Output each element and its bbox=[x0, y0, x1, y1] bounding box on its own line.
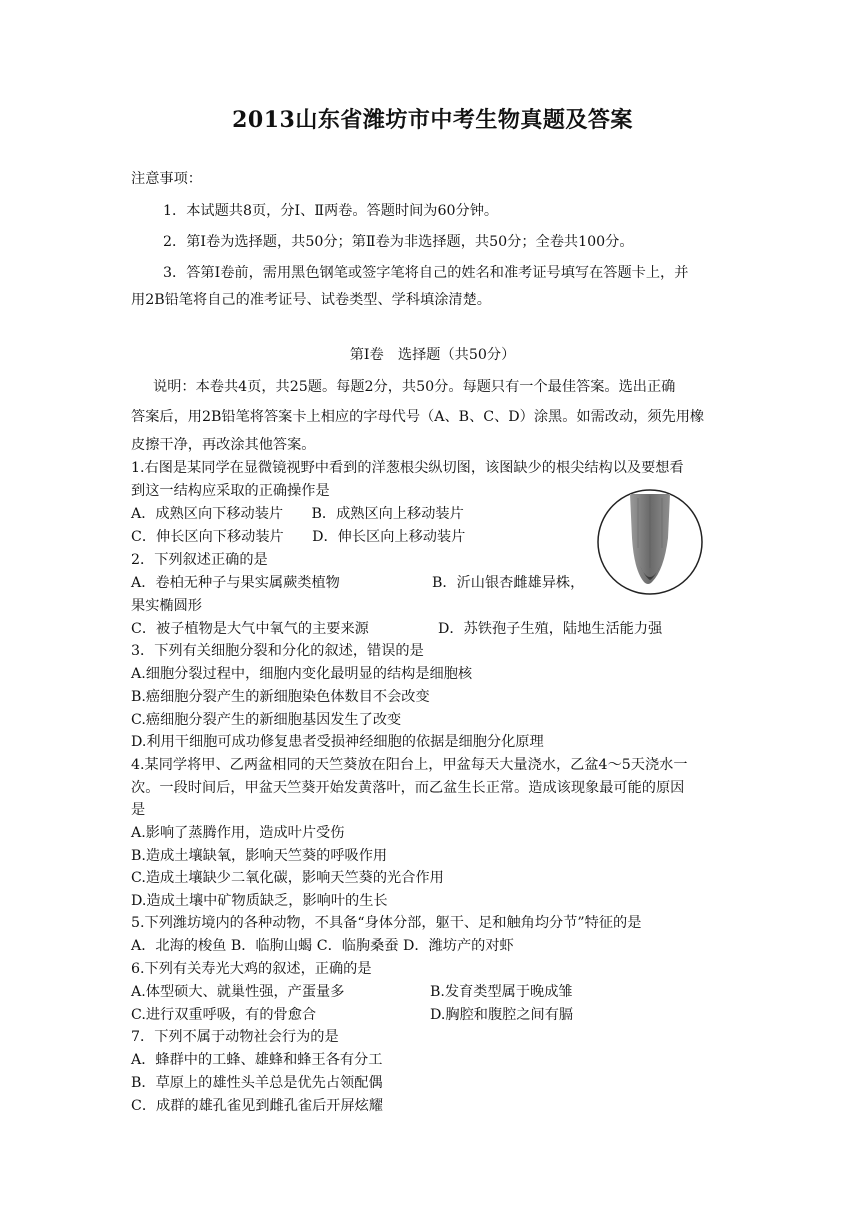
section-heading: 第Ⅰ卷 选择题（共50分） bbox=[349, 347, 516, 363]
notice-item-1: 1．本试题共8页，分Ⅰ、Ⅱ两卷。答题时间为60分钟。 bbox=[163, 203, 499, 219]
q2-option-d: D．苏铁孢子生殖，陆地生活能力强 bbox=[438, 621, 663, 637]
section-desc-line3: 皮擦干净，再改涂其他答案。 bbox=[131, 437, 316, 453]
q7-option-a: A．蜂群中的工蜂、雄蜂和蜂王各有分工 bbox=[131, 1052, 383, 1068]
q6-stem: 6.下列有关寿光大鸡的叙述，正确的是 bbox=[131, 961, 372, 977]
q7-stem: 7．下列不属于动物社会行为的是 bbox=[131, 1029, 339, 1045]
q4-option-b: B.造成土壤缺氧，影响天竺葵的呼吸作用 bbox=[131, 848, 388, 864]
q5-options: A．北海的梭鱼 B．临朐山蝎 C．临朐桑蚕 D．潍坊产的对虾 bbox=[131, 938, 514, 954]
q1-options-cd: C．伸长区向下移动装片 D．伸长区向上移动装片 bbox=[131, 529, 466, 545]
q3-option-a: A.细胞分裂过程中，细胞内变化最明显的结构是细胞核 bbox=[131, 666, 473, 682]
q4-stem-line1: 4.某同学将甲、乙两盆相同的天竺葵放在阳台上，甲盆每天大量浇水，乙盆4～5天浇水一 bbox=[131, 757, 688, 773]
q1-stem-line1: 1.右图是某同学在显微镜视野中看到的洋葱根尖纵切图，该图缺少的根尖结构以及要想看 bbox=[131, 460, 684, 476]
q3-stem: 3．下列有关细胞分裂和分化的叙述，错误的是 bbox=[131, 643, 424, 659]
q2-option-a: A．卷柏无种子与果实属蕨类植物 bbox=[131, 575, 340, 591]
q4-option-d: D.造成土壤中矿物质缺乏，影响叶的生长 bbox=[131, 893, 388, 909]
q1-options-ab: A．成熟区向下移动装片 B．成熟区向上移动装片 bbox=[131, 506, 464, 522]
q6-option-b: B.发育类型属于晚成雏 bbox=[430, 984, 573, 1000]
section-desc-line1: 说明：本卷共4页，共25题。每题2分，共50分。每题只有一个最佳答案。选出正确 bbox=[153, 379, 676, 395]
q2-option-b: B．沂山银杏雌雄异株， bbox=[432, 575, 585, 591]
root-tip-image bbox=[596, 488, 704, 596]
root-tip-micrograph-icon bbox=[596, 488, 704, 596]
q2-option-b-continued: 果实椭圆形 bbox=[131, 598, 202, 614]
q2-stem: 2．下列叙述正确的是 bbox=[131, 552, 268, 568]
document-title: 2013山东省潍坊市中考生物真题及答案 bbox=[232, 107, 633, 133]
q7-option-b: B．草原上的雄性头羊总是优先占领配偶 bbox=[131, 1075, 383, 1091]
q3-option-c: C.癌细胞分裂产生的新细胞基因发生了改变 bbox=[131, 712, 402, 728]
q7-option-c: C．成群的雄孔雀见到雌孔雀后开屏炫耀 bbox=[131, 1098, 384, 1114]
q4-stem-line3: 是 bbox=[131, 802, 146, 818]
section-desc-line2: 答案后，用2B铅笔将答案卡上相应的字母代号（A、B、C、D）涂黑。如需改动，须先用橡 bbox=[131, 409, 705, 425]
q6-option-a: A.体型硕大、就巢性强，产蛋量多 bbox=[131, 984, 345, 1000]
q4-stem-line2: 次。一段时间后，甲盆天竺葵开始发黄落叶，而乙盆生长正常。造成该现象最可能的原因 bbox=[131, 780, 685, 796]
q5-stem: 5.下列潍坊境内的各种动物，不具备“身体分部，躯干、足和触角均分节”特征的是 bbox=[131, 915, 642, 931]
q3-option-d: D.利用干细胞可成功修复患者受损神经细胞的依据是细胞分化原理 bbox=[131, 734, 544, 750]
notice-item-2: 2．第Ⅰ卷为选择题，共50分；第Ⅱ卷为非选择题，共50分；全卷共100分。 bbox=[163, 234, 634, 250]
q4-option-a: A.影响了蒸腾作用，造成叶片受伤 bbox=[131, 825, 345, 841]
q2-option-c: C．被子植物是大气中氧气的主要来源 bbox=[131, 621, 369, 637]
q1-stem-line2: 到这一结构应采取的正确操作是 bbox=[131, 483, 330, 499]
notice-heading: 注意事项： bbox=[131, 171, 202, 187]
q3-option-b: B.癌细胞分裂产生的新细胞染色体数目不会改变 bbox=[131, 689, 430, 705]
q4-option-c: C.造成土壤缺少二氧化碳，影响天竺葵的光合作用 bbox=[131, 870, 444, 886]
q6-option-c: C.进行双重呼吸，有的骨愈合 bbox=[131, 1007, 317, 1023]
notice-item-3-line2: 用2B铅笔将自己的准考证号、试卷类型、学科填涂清楚。 bbox=[131, 292, 491, 308]
notice-item-3-line1: 3．答第Ⅰ卷前，需用黑色钢笔或签字笔将自己的姓名和准考证号填写在答题卡上，并 bbox=[163, 265, 689, 281]
q6-option-d: D.胸腔和腹腔之间有膈 bbox=[430, 1007, 574, 1023]
